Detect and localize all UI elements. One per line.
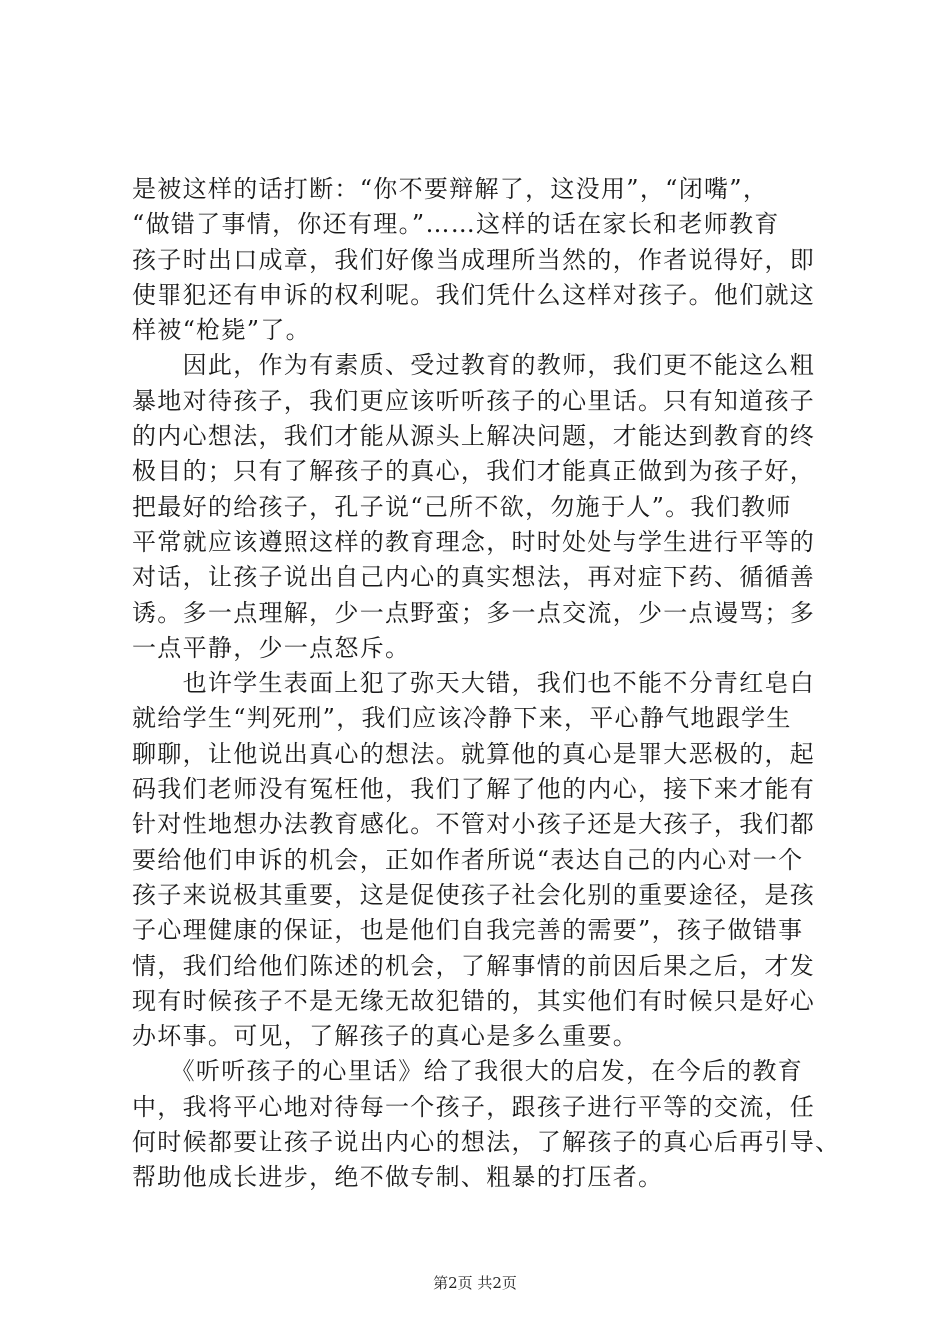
text-line: 子心理健康的保证，也是他们自我完善的需要”，孩子做错事 xyxy=(132,916,804,945)
text-line: 是被这样的话打断：“你不要辩解了，这没用”，“闭嘴”， xyxy=(132,175,769,203)
text-line: 也许学生表面上犯了弥天大错，我们也不能不分青红皂白 xyxy=(132,669,816,698)
text-line: 针对性地想办法教育感化。不管对小孩子还是大孩子，我们都 xyxy=(132,810,816,839)
text-line: 平常就应该遵照这样的教育理念，时时处处与学生进行平等的 xyxy=(132,527,816,556)
text-line: 暴地对待孩子，我们更应该听听孩子的心里话。只有知道孩子 xyxy=(132,386,816,415)
text-line: 情，我们给他们陈述的机会，了解事情的前因后果之后，才发 xyxy=(132,951,816,980)
text-line: 的内心想法，我们才能从源头上解决问题，才能达到教育的终 xyxy=(132,422,816,451)
text-line: 中，我将平心地对待每一个孩子，跟孩子进行平等的交流，任 xyxy=(132,1092,816,1121)
text-line: 使罪犯还有申诉的权利呢。我们凭什么这样对孩子。他们就这 xyxy=(132,280,816,309)
text-line: 孩子时出口成章，我们好像当成理所当然的，作者说得好，即 xyxy=(132,245,816,274)
text-line: 何时候都要让孩子说出内心的想法，了解孩子的真心后再引导、 xyxy=(132,1128,841,1157)
text-line: 办坏事。可见，了解孩子的真心是多么重要。 xyxy=(132,1022,638,1051)
text-line: 帮助他成长进步，绝不做专制、粗暴的打压者。 xyxy=(132,1163,664,1192)
text-line: 诱。多一点理解，少一点野蛮；多一点交流，少一点谩骂；多 xyxy=(132,598,816,627)
text-line: 极目的；只有了解孩子的真心，我们才能真正做到为孩子好， xyxy=(132,457,816,486)
text-line: 样被“枪毙”了。 xyxy=(132,316,311,345)
text-line: 聊聊，让他说出真心的想法。就算他的真心是罪大恶极的，起 xyxy=(132,739,816,768)
text-line: “做错了事情，你还有理。”……这样的话在家长和老师教育 xyxy=(132,210,780,239)
text-line: 因此，作为有素质、受过教育的教师，我们更不能这么粗 xyxy=(132,351,816,380)
text-line: 要给他们申诉的机会，正如作者所说“表达自己的内心对一个 xyxy=(132,845,804,874)
page-number-footer: 第2页 共2页 xyxy=(433,1274,517,1292)
text-line: 现有时候孩子不是无缘无故犯错的，其实他们有时候只是好心 xyxy=(132,986,816,1015)
text-line: 孩子来说极其重要，这是促使孩子社会化别的重要途径，是孩 xyxy=(132,880,816,909)
text-line: 码我们老师没有冤枉他，我们了解了他的内心，接下来才能有 xyxy=(132,775,816,804)
text-line: 就给学生“判死刑”，我们应该冷静下来，平心静气地跟学生 xyxy=(132,704,792,733)
text-line: 对话，让孩子说出自己内心的真实想法，再对症下药、循循善 xyxy=(132,563,816,592)
text-line: 一点平静，少一点怒斥。 xyxy=(132,633,411,662)
text-line: 《听听孩子的心里话》给了我很大的启发，在今后的教育 xyxy=(132,1057,804,1086)
text-line: 把最好的给孩子，孔子说“己所不欲，勿施于人”。我们教师 xyxy=(132,492,792,521)
document-body xyxy=(132,172,841,1196)
